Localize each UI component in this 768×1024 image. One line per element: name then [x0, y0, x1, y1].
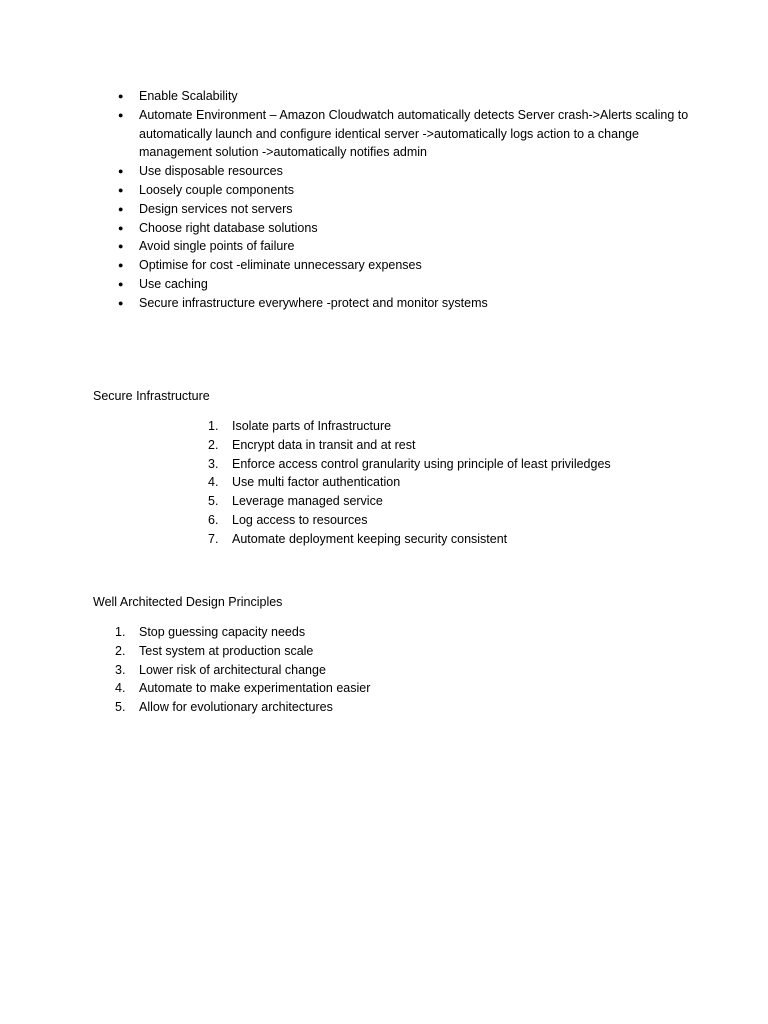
list-number: 6.: [208, 512, 219, 527]
list-item: [115, 623, 370, 642]
bullet-icon: ●: [118, 109, 124, 120]
bullet-text: Use disposable resources: [139, 164, 283, 179]
list-item-text: Allow for evolutionary architectures: [139, 700, 333, 715]
list-item-text: Use multi factor authentication: [232, 475, 401, 490]
bullet-item: [118, 294, 699, 313]
bullet-icon: ●: [118, 166, 124, 177]
bullet-icon: ●: [118, 278, 124, 289]
list-item: [115, 679, 371, 698]
bullet-text: Design services not servers: [139, 201, 293, 216]
bullet-icon: ●: [118, 241, 124, 252]
list-number: 5.: [208, 494, 219, 509]
list-number: 1.: [115, 625, 126, 639]
bullet-icon: ●: [118, 91, 124, 101]
list-item: [208, 492, 611, 511]
list-item: [208, 455, 611, 474]
bullet-text: Secure infrastructure everywhere -protect and monitor systems: [139, 295, 488, 310]
bullet-text: Optimise for cost -eliminate unnecessary expenses: [139, 258, 422, 273]
bullet-text: Enable Scalability: [139, 89, 238, 103]
bullet-item: [118, 237, 699, 256]
list-item: [115, 642, 370, 661]
list-item: [208, 511, 611, 530]
list-number: 4.: [115, 681, 126, 696]
list-number: 2.: [115, 643, 126, 658]
bullet-text: Avoid single points of failure: [139, 239, 295, 254]
list-item-text: Encrypt data in transit and at rest: [232, 437, 416, 452]
bullet-item: [118, 181, 699, 200]
bullet-icon: ●: [118, 184, 124, 195]
bullet-item: [118, 275, 699, 294]
list-item-text: Automate to make experimentation easier: [139, 681, 371, 696]
list-item-text: Isolate parts of Infrastructure: [232, 419, 392, 433]
well-architected-list: [115, 623, 371, 717]
principles-bullet-list: [118, 87, 699, 313]
list-number: 1.: [208, 419, 219, 433]
bullet-item: [118, 106, 699, 162]
secure-infrastructure-list: [208, 417, 611, 549]
list-item: [208, 436, 611, 455]
list-item-text: Log access to resources: [232, 512, 368, 527]
list-item: [208, 417, 611, 436]
bullet-icon: ●: [118, 203, 124, 214]
list-number: 3.: [208, 456, 219, 471]
bullet-item: [118, 219, 699, 238]
list-item-text: Lower risk of architectural change: [139, 662, 326, 677]
bullet-text: Choose right database solutions: [139, 220, 318, 235]
bullet-item: [118, 162, 699, 181]
list-item-text: Stop guessing capacity needs: [139, 625, 306, 639]
list-item: [208, 530, 611, 549]
list-number: 3.: [115, 662, 126, 677]
list-item-text: Automate deployment keeping security consistent: [232, 531, 508, 546]
bullet-item: [118, 200, 699, 219]
bullet-icon: ●: [118, 297, 124, 308]
list-item-text: Enforce access control granularity using principle of least priviledges: [232, 456, 611, 471]
list-number: 5.: [115, 700, 126, 715]
bullet-icon: ●: [118, 260, 124, 271]
list-item: [115, 661, 370, 680]
bullet-text: Loosely couple components: [139, 182, 294, 197]
bullet-item: [118, 256, 699, 275]
list-item: [208, 473, 611, 492]
bullet-item: [118, 87, 699, 106]
list-item-text: Test system at production scale: [139, 643, 314, 658]
list-number: 4.: [208, 475, 219, 490]
list-item: [115, 698, 370, 717]
bullet-icon: ●: [118, 222, 124, 233]
well-architected-heading: Well Architected Design Principles: [93, 595, 283, 609]
list-number: 7.: [208, 531, 219, 546]
list-item-text: Leverage managed service: [232, 494, 383, 509]
bullet-text: Automate Environment – Amazon Cloudwatch automatically detects Server crash->Alerts scaling to automatically launch and configure identical server ->automatically logs action to a change management solution ->automatically notifies admin: [139, 107, 689, 160]
bullet-text: Use caching: [139, 276, 208, 291]
list-number: 2.: [208, 437, 219, 452]
secure-infrastructure-heading: Secure Infrastructure: [93, 389, 210, 403]
